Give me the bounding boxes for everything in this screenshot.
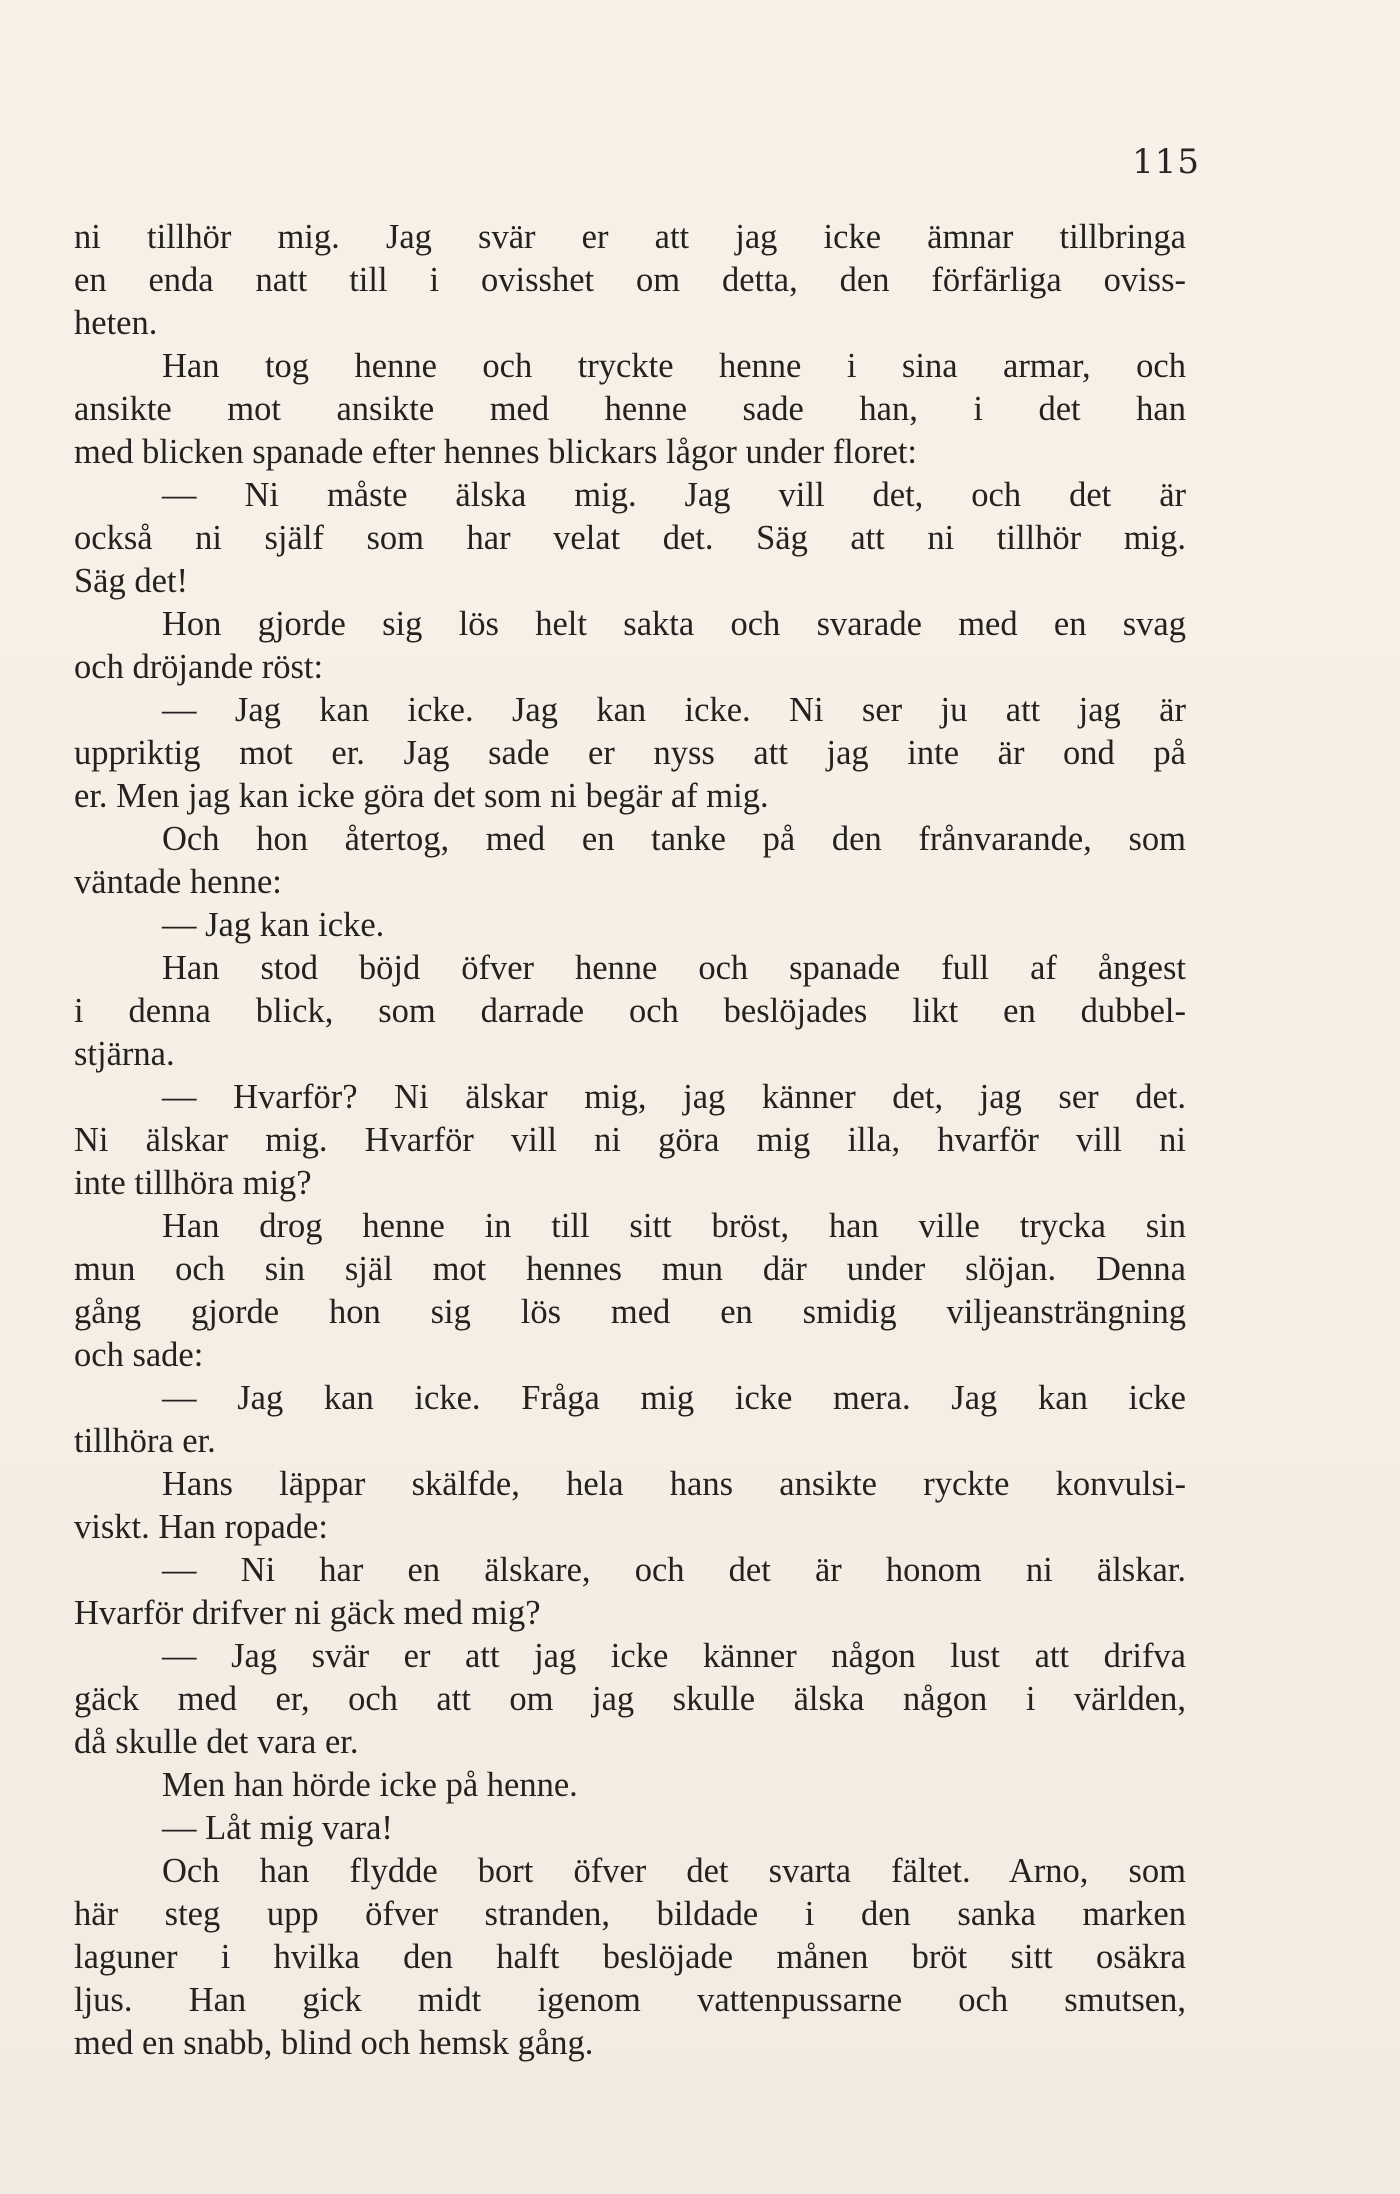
text-line: ansikte mot ansikte med henne sade han, i det han [74,390,1186,428]
text-line: då skulle det vara er. [74,1723,359,1761]
text-line: — Låt mig vara! [162,1809,393,1847]
text-line: — Jag svär er att jag icke känner någon lust att drifva [162,1637,1186,1675]
text-line: — Ni har en älskare, och det är honom ni älskar. [162,1551,1186,1589]
text-line: Ni älskar mig. Hvarför vill ni göra mig illa, hvarför vill ni [74,1121,1186,1159]
text-line: — Jag kan icke. Fråga mig icke mera. Jag kan icke [162,1379,1186,1417]
text-line: viskt. Han ropade: [74,1508,328,1546]
text-line: ni tillhör mig. Jag svär er att jag icke ämnar tillbringa [74,218,1186,256]
text-line: Och han flydde bort öfver det svarta fältet. Arno, som [162,1852,1186,1890]
text-line: gäck med er, och att om jag skulle älska någon i världen, [74,1680,1186,1718]
text-line: och dröjande röst: [74,648,324,686]
text-line: uppriktig mot er. Jag sade er nyss att jag inte är ond på [74,734,1186,772]
text-line: gång gjorde hon sig lös med en smidig viljeansträngning [74,1293,1186,1331]
text-line: — Jag kan icke. [162,906,385,944]
text-line: i denna blick, som darrade och beslöjades likt en dubbel- [74,992,1186,1030]
page-number: 115 [1132,142,1200,182]
text-line: inte tillhöra mig? [74,1164,312,1202]
text-line: heten. [74,304,158,342]
text-line: Hon gjorde sig lös helt sakta och svarade med en svag [162,605,1186,643]
text-line: mun och sin själ mot hennes mun där under slöjan. Denna [74,1250,1186,1288]
text-line: med blicken spanade efter hennes blickars lågor under floret: [74,433,917,471]
text-line: Säg det! [74,562,189,600]
text-line: stjärna. [74,1035,175,1073]
text-line: Hans läppar skälfde, hela hans ansikte ryckte konvulsi- [162,1465,1186,1503]
text-line: Men han hörde icke på henne. [162,1766,578,1804]
text-line: Han stod böjd öfver henne och spanade full af ångest [162,949,1186,987]
text-line: — Hvarför? Ni älskar mig, jag känner det, jag ser det. [162,1078,1186,1116]
text-line: laguner i hvilka den halft beslöjade månen bröt sitt osäkra [74,1938,1186,1976]
text-line: — Jag kan icke. Jag kan icke. Ni ser ju att jag är [162,691,1186,729]
text-line: Hvarför drifver ni gäck med mig? [74,1594,541,1632]
text-line: väntade henne: [74,863,282,901]
text-line: tillhöra er. [74,1422,216,1460]
text-line: en enda natt till i ovisshet om detta, den förfärliga oviss- [74,261,1186,299]
text-line: er. Men jag kan icke göra det som ni begär af mig. [74,777,769,815]
text-line: ljus. Han gick midt igenom vattenpussarne och smutsen, [74,1981,1186,2019]
body-text [74,216,1186,2065]
text-line: med en snabb, blind och hemsk gång. [74,2024,594,2062]
text-line: Han drog henne in till sitt bröst, han ville trycka sin [162,1207,1186,1245]
text-line: och sade: [74,1336,204,1374]
text-line: Han tog henne och tryckte henne i sina armar, och [162,347,1186,385]
text-line: — Ni måste älska mig. Jag vill det, och det är [162,476,1186,514]
text-line: också ni själf som har velat det. Säg att ni tillhör mig. [74,519,1186,557]
text-line: Och hon återtog, med en tanke på den frånvarande, som [162,820,1186,858]
text-line: här steg upp öfver stranden, bildade i den sanka marken [74,1895,1186,1933]
